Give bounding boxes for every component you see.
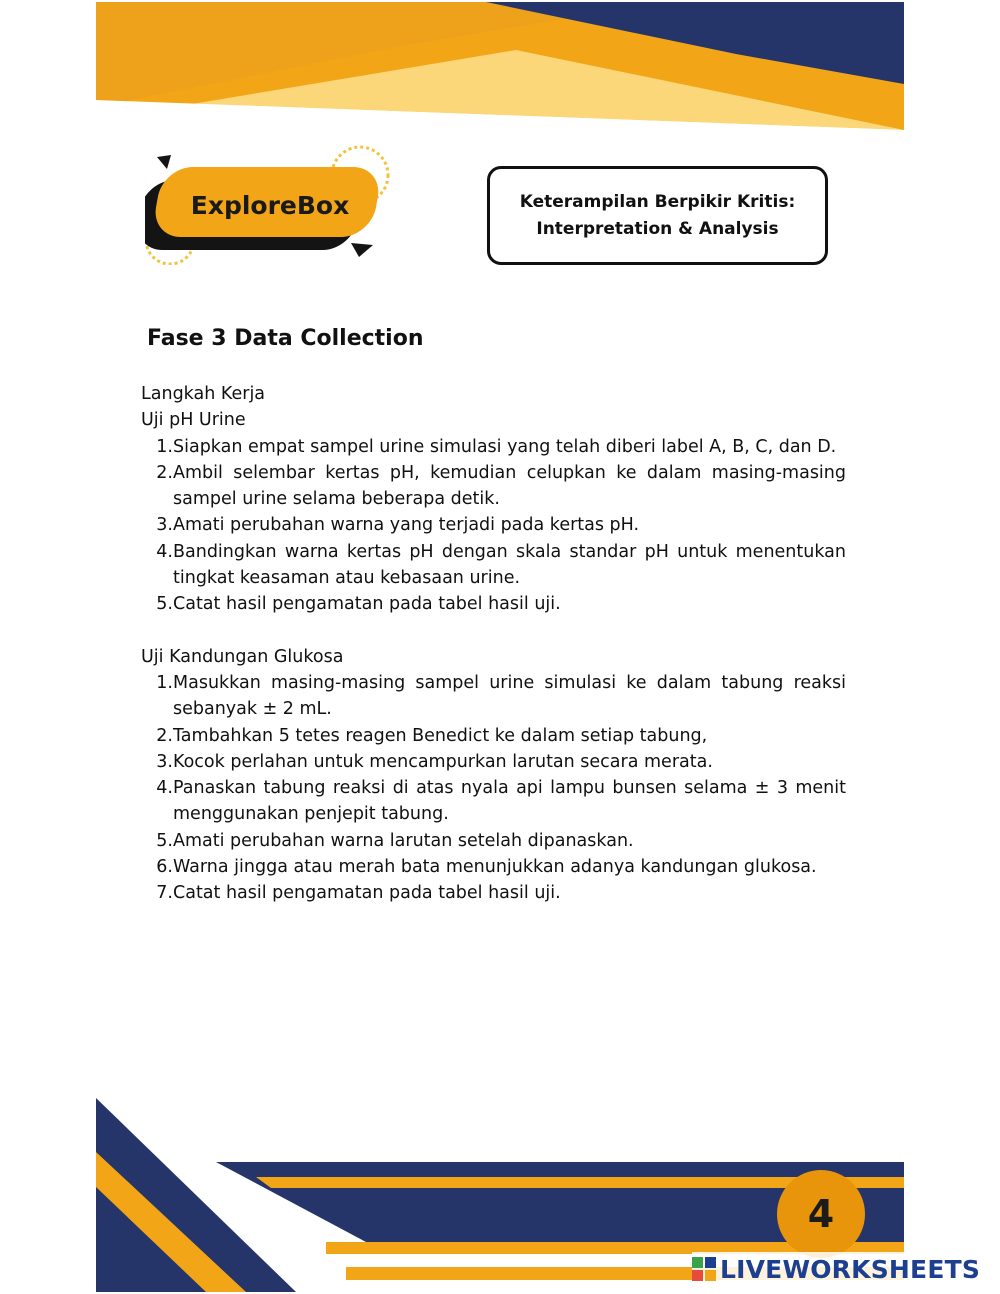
step-text: Amati perubahan warna yang terjadi pada kertas pH. — [173, 515, 640, 536]
step-number: 3. — [156, 751, 173, 772]
ph-test-title: Uji pH Urine — [141, 410, 246, 431]
step-text: Panaskan tabung reaksi di atas nyala api lampu bunsen selama ± 3 menit menggunakan penjepit tabung. — [173, 778, 846, 825]
step-number: 6. — [156, 857, 173, 878]
step-text: Warna jingga atau merah bata menunjukkan adanya kandungan glukosa. — [173, 857, 817, 878]
list-item — [141, 670, 846, 723]
step-text: Catat hasil pengamatan pada tabel hasil uji. — [173, 594, 561, 615]
list-item — [141, 434, 846, 460]
step-number: 4. — [156, 778, 173, 799]
list-item — [141, 723, 846, 749]
step-number: 5. — [156, 594, 173, 615]
step-number: 3. — [156, 515, 173, 536]
list-item — [141, 775, 846, 828]
step-number: 2. — [156, 462, 173, 483]
step-number: 5. — [156, 830, 173, 851]
list-item — [141, 539, 846, 592]
badge-spark-icon-2 — [351, 243, 373, 257]
list-item — [141, 854, 846, 880]
list-item — [141, 880, 846, 906]
list-item — [141, 460, 846, 513]
step-number: 7. — [156, 883, 173, 904]
step-number: 4. — [156, 541, 173, 562]
badge-spark-icon — [157, 155, 171, 169]
step-text: Bandingkan warna kertas pH dengan skala standar pH untuk menentukan tingkat keasaman atau kebasaan urine. — [173, 541, 846, 589]
page-number: 4 — [777, 1170, 865, 1258]
phase-title: Fase 3 Data Collection — [147, 326, 424, 351]
step-text: Ambil selembar kertas pH, kemudian celupkan ke dalam masing-masing sampel urine selama beberapa detik. — [173, 462, 846, 510]
list-item — [141, 749, 846, 775]
skill-line-2: Interpretation & Analysis — [536, 218, 779, 239]
procedure-content — [141, 381, 846, 907]
step-text: Tambahkan 5 tetes reagen Benedict ke dalam setiap tabung, — [173, 725, 708, 746]
step-number: 1. — [156, 436, 173, 457]
step-text: Kocok perlahan untuk mencampurkan larutan secara merata. — [173, 751, 713, 772]
glucose-test-title: Uji Kandungan Glukosa — [141, 646, 344, 667]
step-number: 1. — [156, 672, 173, 693]
header-decoration — [96, 2, 904, 142]
ph-test-steps — [141, 434, 846, 618]
skill-box — [487, 166, 828, 265]
liveworksheets-text: LIVEWORKSHEETS — [720, 1254, 981, 1284]
skill-line-1: Keterampilan Berpikir Kritis: — [519, 191, 796, 212]
glucose-test-steps — [141, 670, 846, 907]
list-item — [141, 512, 846, 538]
list-item — [141, 591, 846, 617]
explorebox-label: ExploreBox — [190, 190, 350, 220]
step-text: Siapkan empat sampel urine simulasi yang telah diberi label A, B, C, dan D. — [173, 436, 837, 457]
step-text: Catat hasil pengamatan pada tabel hasil uji. — [173, 883, 561, 904]
list-item — [141, 828, 846, 854]
step-text: Masukkan masing-masing sampel urine simulasi ke dalam tabung reaksi sebanyak ± 2 mL. — [173, 672, 846, 720]
step-text: Amati perubahan warna larutan setelah dipanaskan. — [173, 830, 634, 851]
section-heading: Langkah Kerja — [141, 384, 266, 404]
liveworksheets-watermark[interactable] — [692, 1252, 984, 1286]
step-number: 2. — [156, 725, 173, 746]
liveworksheets-logo-icon — [692, 1257, 716, 1281]
